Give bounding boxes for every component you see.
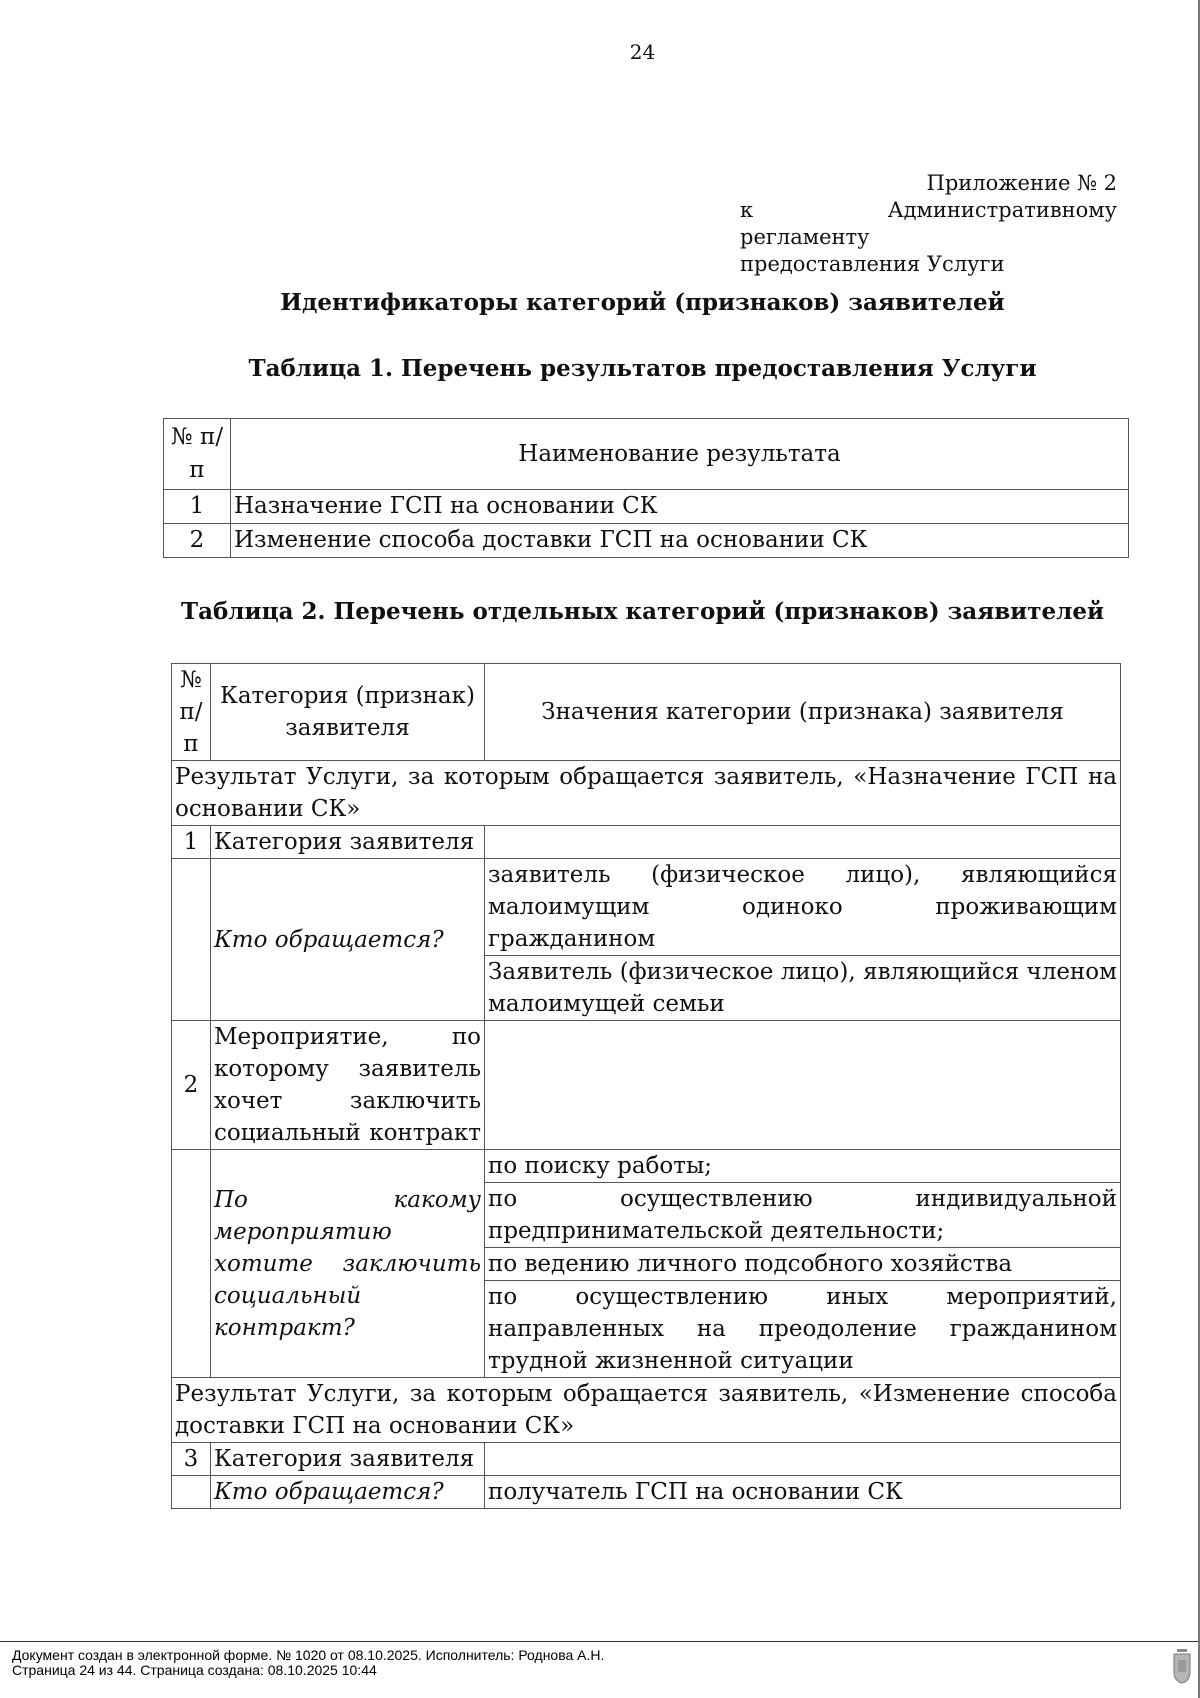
row-value-empty [485, 1443, 1121, 1476]
row-category: Мероприятие, по которому заявитель хочет заключить социальный контракт [211, 1021, 485, 1150]
table1-title: Таблица 1. Перечень результатов предоставления Услуги [248, 355, 1037, 382]
table-row [164, 490, 1129, 524]
table1-cell-num: 1 [164, 490, 231, 524]
table-row [172, 1150, 1121, 1183]
footer [12, 1648, 604, 1678]
table1-header-num: № п/п [164, 419, 231, 490]
table-row [172, 826, 1121, 859]
row-value-empty [485, 1021, 1121, 1150]
appendix-block [740, 170, 1117, 278]
page-number: 24 [629, 40, 656, 64]
row-category: Категория заявителя [211, 826, 485, 859]
who-value: Заявитель (физическое лицо), являющийся членом малоимущей семьи [485, 956, 1121, 1021]
section-result-delivery-change: Результат Услуги, за которым обращается заявитель, «Изменение способа доставки ГСП на основании СК» [172, 1378, 1121, 1443]
table1-cell-num: 2 [164, 524, 231, 558]
table1-header-row [164, 419, 1129, 490]
row-num: 2 [172, 1021, 211, 1150]
table-row [172, 761, 1121, 826]
appendix-line-2: к Административному регламенту [740, 198, 1117, 249]
table-row [172, 1476, 1121, 1509]
categories-table [171, 663, 1121, 1509]
appendix-line-1: Приложение № 2 [926, 171, 1117, 195]
who-value: заявитель (физическое лицо), являющийся малоимущим одиноко проживающим гражданином [485, 859, 1121, 956]
event-value: по осуществлению индивидуальной предпринимательской деятельности; [485, 1183, 1121, 1248]
table-row [172, 1021, 1121, 1150]
coat-of-arms-icon [1172, 1648, 1192, 1684]
footer-line-1: Документ создан в электронной форме. № 1020 от 08.10.2025. Исполнитель: Роднова А.Н. [12, 1647, 605, 1663]
event-question: По какому мероприятию хотите заключить социальный контракт? [211, 1150, 485, 1378]
table-row [172, 1378, 1121, 1443]
who-value: получатель ГСП на основании СК [485, 1476, 1121, 1509]
appendix-line-3: предоставления Услуги [740, 252, 1005, 276]
table2-header-values: Значения категории (признака) заявителя [485, 664, 1121, 761]
section-result-assignment: Результат Услуги, за которым обращается заявитель, «Назначение ГСП на основании СК» [172, 761, 1121, 826]
row-category: Категория заявителя [211, 1443, 485, 1476]
row-num: 3 [172, 1443, 211, 1476]
table2-title: Таблица 2. Перечень отдельных категорий (признаков) заявителей [180, 598, 1105, 625]
table2-header-row [172, 664, 1121, 761]
table-row [164, 524, 1129, 558]
table2-header-category: Категория (признак) заявителя [211, 664, 485, 761]
table1-cell-name: Изменение способа доставки ГСП на основании СК [231, 524, 1129, 558]
row-num: 1 [172, 826, 211, 859]
footer-line-2: Страница 24 из 44. Страница создана: 08.10.2025 10:44 [12, 1662, 377, 1678]
row-num-empty [172, 1150, 211, 1378]
table1-header-name: Наименование результата [231, 419, 1129, 490]
table2-header-num: № п/п [172, 664, 211, 761]
table-row [172, 859, 1121, 956]
results-table [163, 418, 1129, 558]
row-num-empty [172, 1476, 211, 1509]
event-value: по ведению личного подсобного хозяйства [485, 1248, 1121, 1281]
row-value-empty [485, 826, 1121, 859]
event-value: по осуществлению иных мероприятий, направленных на преодоление гражданином трудной жизненной ситуации [485, 1281, 1121, 1378]
row-num-empty [172, 859, 211, 1021]
document-title: Идентификаторы категорий (признаков) заявителей [280, 289, 1005, 316]
who-question: Кто обращается? [211, 1476, 485, 1509]
table-row [172, 1443, 1121, 1476]
who-question: Кто обращается? [211, 859, 485, 1021]
footer-divider [0, 1641, 1198, 1642]
table1-cell-name: Назначение ГСП на основании СК [231, 490, 1129, 524]
event-value: по поиску работы; [485, 1150, 1121, 1183]
